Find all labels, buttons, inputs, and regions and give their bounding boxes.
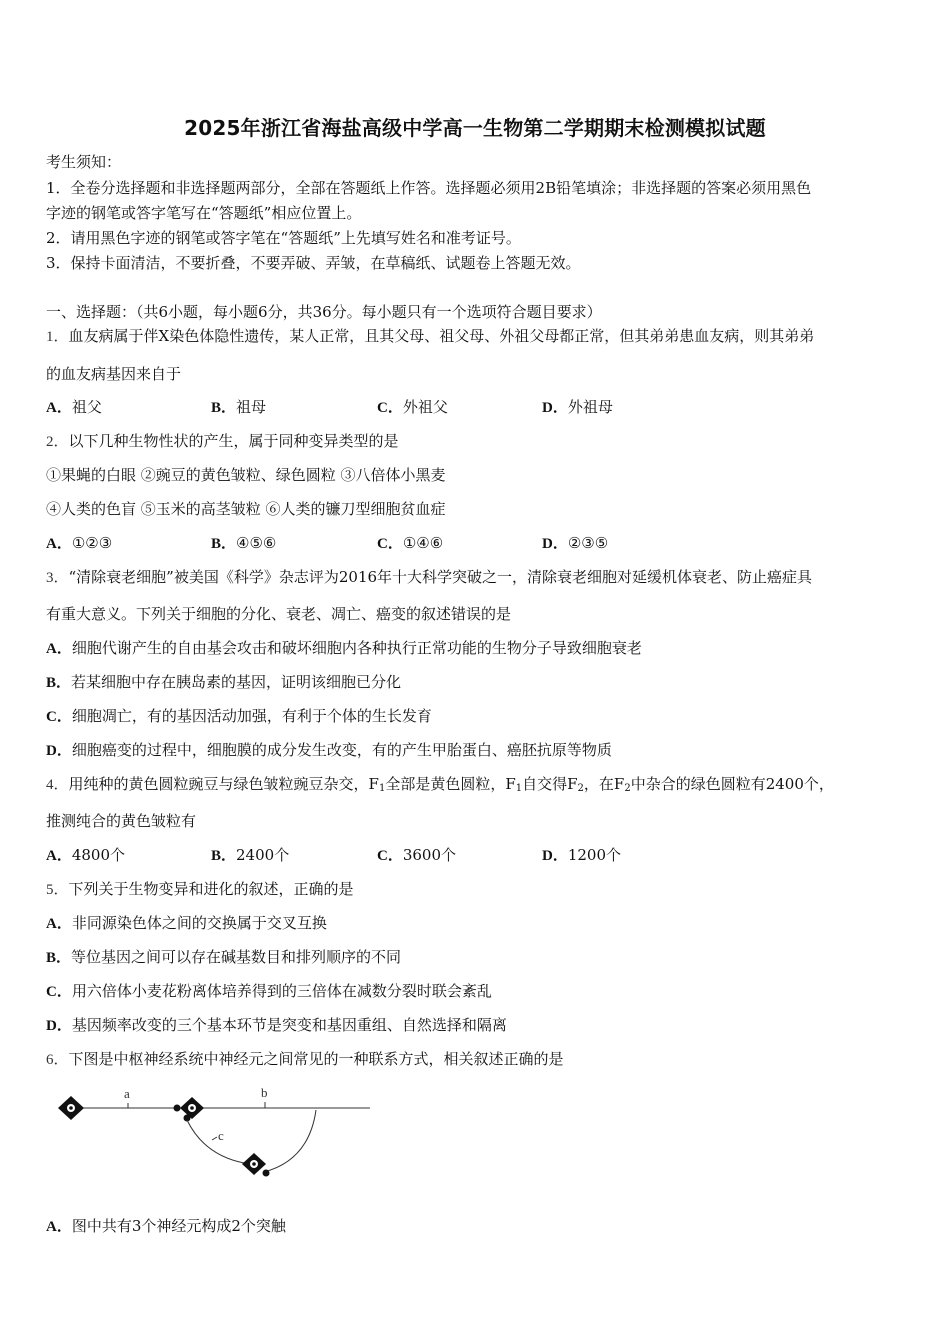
- option-label: D．: [46, 1018, 72, 1034]
- notice-item: 1．全卷分选择题和非选择题两部分，全部在答题纸上作答。选择题必须用2B铅笔填涂；非选择题的答案必须用黑色: [46, 179, 812, 197]
- option-label: C．: [377, 536, 403, 552]
- question-text: 血友病属于伴X染色体隐性遗传，某人正常，且其父母、祖父母、外祖父母都正常，但其弟弟患血友病，则其弟弟: [68, 327, 815, 345]
- question-2-items: ④人类的色盲 ⑤玉米的高茎皱粒 ⑥人类的镰刀型细胞贫血症: [46, 500, 446, 518]
- option-label: D．: [46, 743, 72, 759]
- neuron-body-2: [180, 1097, 204, 1119]
- option-text: 用六倍体小麦花粉离体培养得到的三倍体在减数分裂时联会紊乱: [71, 982, 492, 1000]
- notice-item: 2．请用黑色字迹的钢笔或答字笔在“答题纸”上先填写姓名和准考证号。: [46, 229, 521, 247]
- tick-c: [212, 1137, 217, 1140]
- notice-item: 3．保持卡面清洁，不要折叠，不要弄破、弄皱，在草稿纸、试题卷上答题无效。: [46, 254, 581, 272]
- option-text: 若某细胞中存在胰岛素的基因，证明该细胞已分化: [71, 673, 402, 691]
- notice-heading: 考生须知：: [46, 153, 122, 171]
- question-1-stem-cont: 的血友病基因来自于: [46, 365, 182, 383]
- q4-option-d[interactable]: [542, 845, 621, 866]
- option-text: 3600个: [402, 846, 457, 864]
- option-label: C．: [46, 984, 72, 1000]
- branch-c: [187, 1120, 244, 1163]
- q1-option-b[interactable]: [211, 397, 266, 418]
- question-number: 4．: [46, 777, 69, 793]
- option-label: B．: [46, 675, 72, 691]
- question-3-stem: [46, 567, 812, 588]
- option-label: A．: [46, 848, 72, 864]
- question-text: ，在F: [583, 775, 625, 793]
- option-text: 图中共有3个神经元构成2个突触: [71, 1217, 286, 1235]
- q2-option-d[interactable]: [542, 533, 608, 554]
- q4-option-c[interactable]: [377, 845, 456, 866]
- subscript: 2: [624, 783, 631, 794]
- q4-option-a[interactable]: [46, 845, 125, 866]
- question-number: 3．: [46, 570, 69, 586]
- q3-option-c[interactable]: [46, 706, 432, 727]
- q2-option-a[interactable]: [46, 533, 112, 554]
- notice-item: 字迹的钢笔或答字笔写在“答题纸”相应位置上。: [46, 204, 362, 222]
- neuron-body-3: [242, 1153, 266, 1175]
- option-text: 祖父: [71, 398, 102, 416]
- subscript: 2: [577, 783, 584, 794]
- option-label: B．: [46, 950, 72, 966]
- question-number: 2．: [46, 434, 69, 450]
- question-text: 全部是黄色圆粒，F: [385, 775, 516, 793]
- option-label: B．: [211, 536, 237, 552]
- question-2-items: ①果蝇的白眼 ②豌豆的黄色皱粒、绿色圆粒 ③八倍体小黑麦: [46, 466, 446, 484]
- q6-option-a[interactable]: [46, 1216, 286, 1237]
- feedback-branch: [264, 1110, 316, 1172]
- option-text: ④⑤⑥: [236, 534, 277, 552]
- q1-option-c[interactable]: [377, 397, 448, 418]
- option-label: A．: [46, 641, 72, 657]
- option-text: 外祖父: [402, 398, 448, 416]
- question-6-stem: [46, 1049, 564, 1070]
- q5-option-b[interactable]: [46, 947, 401, 968]
- option-label: A．: [46, 1219, 72, 1235]
- option-text: 2400个: [236, 846, 290, 864]
- option-text: 外祖母: [567, 398, 613, 416]
- page-title: 2025年浙江省海盐高级中学高一生物第二学期期末检测模拟试题: [184, 116, 766, 140]
- label-c: c: [218, 1128, 224, 1143]
- question-4-stem: [46, 774, 834, 799]
- option-label: A．: [46, 400, 72, 416]
- neuron-body-1: [58, 1096, 84, 1120]
- question-number: 1．: [46, 329, 69, 345]
- q3-option-a[interactable]: [46, 638, 642, 659]
- subscript: 1: [515, 783, 523, 794]
- option-text: 细胞代谢产生的自由基会攻击和破坏细胞内各种执行正常功能的生物分子导致细胞衰老: [71, 639, 642, 657]
- q3-option-b[interactable]: [46, 672, 401, 693]
- option-text: 非同源染色体之间的交换属于交叉互换: [71, 914, 327, 932]
- option-label: D．: [542, 848, 568, 864]
- option-text: 1200个: [567, 846, 622, 864]
- section-heading: 一、选择题：（共6小题，每小题6分，共36分。每小题只有一个选项符合题目要求）: [46, 303, 602, 321]
- q1-option-a[interactable]: [46, 397, 102, 418]
- option-label: A．: [46, 536, 72, 552]
- option-label: C．: [377, 400, 403, 416]
- option-text: 4800个: [71, 846, 126, 864]
- synaptic-terminal: [263, 1170, 270, 1177]
- option-text: ①②③: [71, 534, 113, 552]
- question-text: 用纯种的黄色圆粒豌豆与绿色皱粒豌豆杂交，F: [68, 775, 379, 793]
- q2-option-b[interactable]: [211, 533, 276, 554]
- option-text: 等位基因之间可以存在碱基数目和排列顺序的不同: [71, 948, 402, 966]
- question-4-stem-cont: 推测纯合的黄色皱粒有: [46, 812, 197, 830]
- question-text: “清除衰老细胞”被美国《科学》杂志评为2016年十大科学突破之一，清除衰老细胞对延缓机体衰老、防止癌症具: [68, 568, 813, 586]
- question-text: 以下几种生物性状的产生，属于同种变异类型的是: [68, 432, 399, 450]
- question-number: 6．: [46, 1052, 69, 1068]
- option-label: D．: [542, 400, 568, 416]
- option-text: 细胞癌变的过程中，细胞膜的成分发生改变，有的产生甲胎蛋白、癌胚抗原等物质: [71, 741, 612, 759]
- q5-option-d[interactable]: [46, 1015, 507, 1036]
- neuron-diagram: [54, 1080, 374, 1180]
- option-label: D．: [542, 536, 568, 552]
- q5-option-a[interactable]: [46, 913, 327, 934]
- label-a: a: [124, 1086, 130, 1101]
- q2-option-c[interactable]: [377, 533, 443, 554]
- question-5-stem: [46, 879, 354, 900]
- question-text: 自交得F: [522, 775, 578, 793]
- option-text: ②③⑤: [567, 534, 609, 552]
- option-text: 基因频率改变的三个基本环节是突变和基因重组、自然选择和隔离: [71, 1016, 507, 1034]
- question-text: 下图是中枢神经系统中神经元之间常见的一种联系方式，相关叙述正确的是: [68, 1050, 564, 1068]
- option-text: 祖母: [236, 398, 267, 416]
- label-b: b: [261, 1085, 268, 1100]
- option-label: A．: [46, 916, 72, 932]
- q5-option-c[interactable]: [46, 981, 492, 1002]
- question-3-stem-cont: 有重大意义。下列关于细胞的分化、衰老、凋亡、癌变的叙述错误的是: [46, 605, 512, 623]
- option-text: 细胞凋亡，有的基因活动加强，有利于个体的生长发育: [71, 707, 432, 725]
- question-text: 中杂合的绿色圆粒有2400个，: [630, 775, 834, 793]
- question-1-stem: [46, 326, 814, 347]
- q3-option-d[interactable]: [46, 740, 612, 761]
- q4-option-b[interactable]: [211, 845, 289, 866]
- option-label: B．: [211, 400, 237, 416]
- q1-option-d[interactable]: [542, 397, 613, 418]
- option-label: C．: [46, 709, 72, 725]
- option-text: ①④⑥: [402, 534, 444, 552]
- question-number: 5．: [46, 882, 69, 898]
- synaptic-terminal: [174, 1105, 181, 1112]
- question-2-stem: [46, 431, 399, 452]
- question-text: 下列关于生物变异和进化的叙述，正确的是: [68, 880, 354, 898]
- option-label: C．: [377, 848, 403, 864]
- subscript: 1: [378, 783, 386, 794]
- option-label: B．: [211, 848, 237, 864]
